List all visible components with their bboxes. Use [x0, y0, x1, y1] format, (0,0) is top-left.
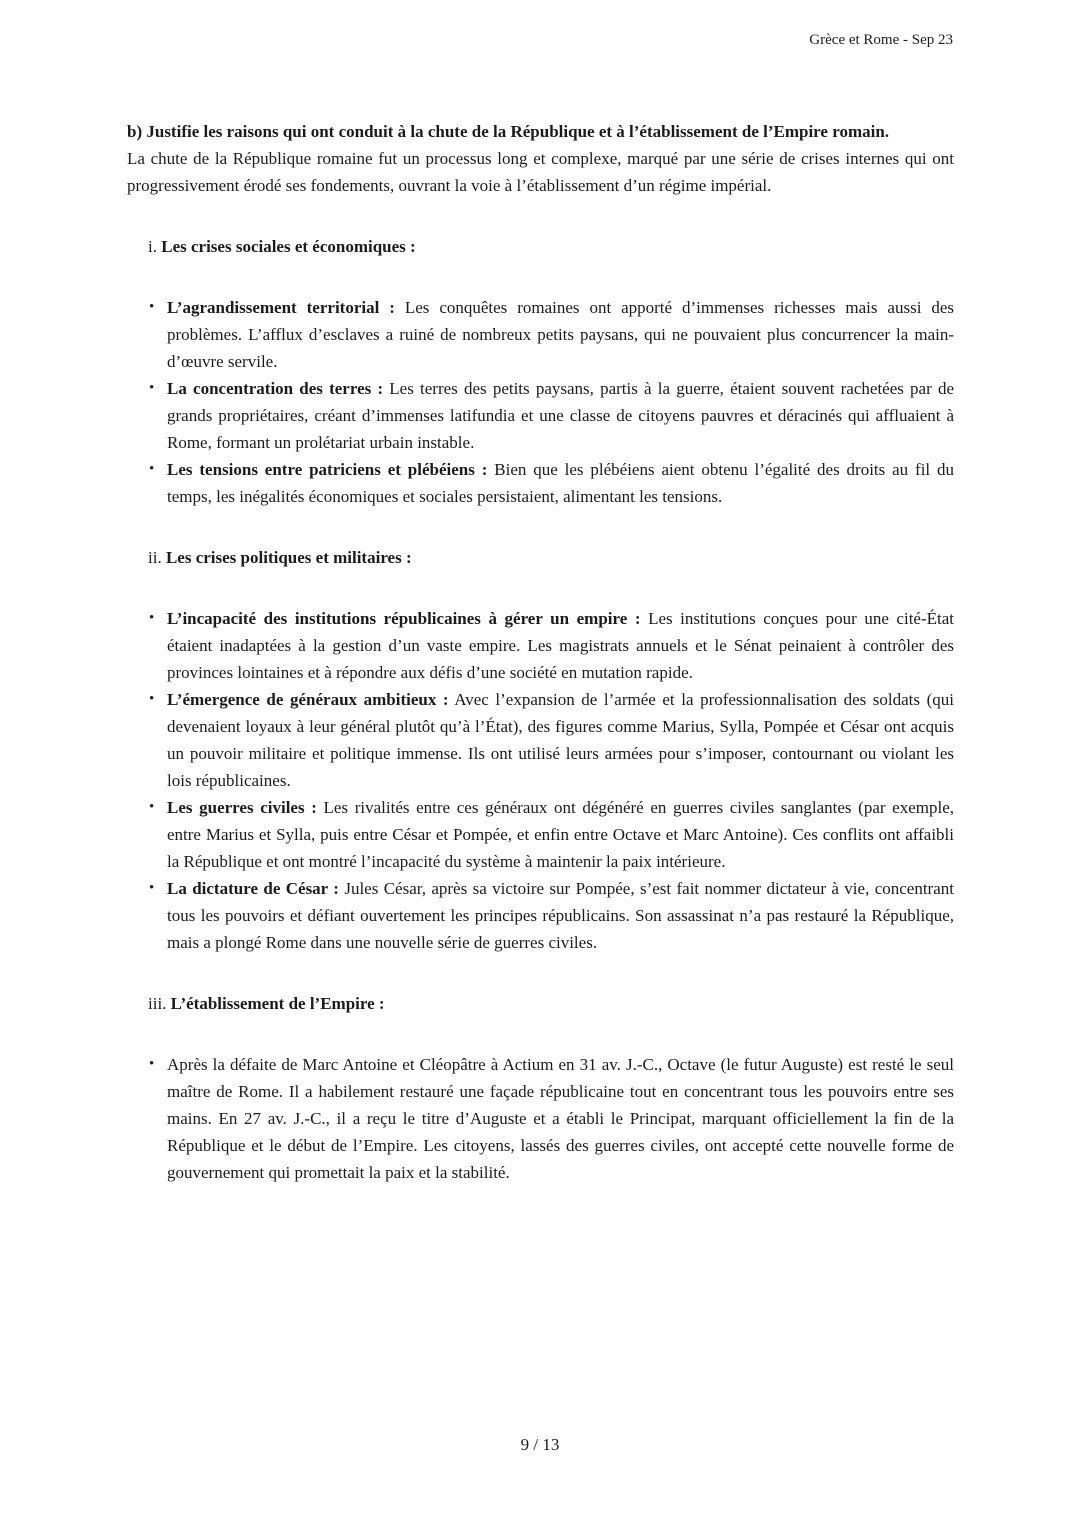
bullet-lead: L’incapacité des institutions républicaines à gérer un empire :	[167, 609, 641, 628]
bullet-lead: L’agrandissement territorial :	[167, 298, 395, 317]
bullet-lead: Les tensions entre patriciens et plébéiens :	[167, 460, 488, 479]
section-title: Les crises sociales et économiques :	[161, 237, 416, 256]
page-footer	[0, 1433, 1080, 1457]
bullet-list-empire	[127, 1051, 954, 1186]
bullet-list-social-economic	[127, 294, 954, 510]
intro-paragraph: La chute de la République romaine fut un processus long et complexe, marqué par une série de crises internes qui ont progressivement érodé ses fondements, ouvrant la voie à l’établissement d’un régime impérial.	[127, 149, 954, 195]
bullet-text: Les rivalités entre ces généraux ont dégénéré en guerres civiles sanglantes (par exemple, entre Marius et Sylla, puis entre César et Pompée, et enfin entre Octave et Marc Antoine). Ces conflits ont affaibli la République et ont montré l’incapacité du système à maintenir la paix intérieure.	[167, 798, 955, 871]
bullet-text: Avec l’expansion de l’armée et la professionnalisation des soldats (qui devenaient loyaux à leur général plutôt qu’à l’État), des figures comme Marius, Sylla, Pompée et César ont acquis un pouvoir militaire et politique immense. Ils ont utilisé leurs armées pour s’imposer, contournant ou violant les lois républicaines.	[167, 690, 954, 790]
section-number: ii.	[148, 548, 162, 567]
bullet-text: Après la défaite de Marc Antoine et Cléopâtre à Actium en 31 av. J.-C., Octave (le futur Auguste) est resté le seul maître de Rome. Il a habilement restauré une façade républicaine tout en concentrant tous les pouvoirs entre ses mains. En 27 av. J.-C., il a reçu le titre d’Auguste et a établi le Principat, marquant officiellement la fin de la République et le début de l’Empire. Les citoyens, lassés des guerres civiles, ont accepté cette nouvelle forme de gouvernement qui promettait la paix et la stabilité.	[167, 1055, 954, 1182]
bullet-text: Les terres des petits paysans, partis à la guerre, étaient souvent rachetées par de grands propriétaires, créant d’immenses latifundia et une classe de citoyens pauvres et déracinés qui affluaient à Rome, formant un prolétariat urbain instable.	[167, 379, 954, 452]
bullet-list-political-military	[127, 605, 954, 956]
section-number: iii.	[148, 994, 167, 1013]
bullet-item	[127, 605, 954, 686]
header-text: Grèce et Rome - Sep 23	[809, 32, 953, 48]
bullet-text: Jules César, après sa victoire sur Pompée, s’est fait nommer dictateur à vie, concentrant tous les pouvoirs et défiant ouvertement les principes républicains. Son assassinat n’a pas restauré la République, mais a plongé Rome dans une nouvelle série de guerres civiles.	[167, 879, 954, 952]
bullet-lead: La dictature de César :	[167, 879, 339, 898]
document-content	[127, 118, 954, 1186]
bullet-item	[127, 456, 954, 510]
bullet-item	[127, 375, 954, 456]
bullet-item	[127, 875, 954, 956]
bullet-lead: L’émergence de généraux ambitieux :	[167, 690, 449, 709]
section-heading-i	[148, 233, 954, 260]
page-number: 9 / 13	[520, 1435, 560, 1454]
bullet-text: Bien que les plébéiens aient obtenu l’égalité des droits au fil du temps, les inégalités économiques et sociales persistaient, alimentant les tensions.	[167, 460, 955, 506]
bullet-item	[127, 294, 954, 375]
bullet-item	[127, 794, 954, 875]
bullet-lead: Les guerres civiles :	[167, 798, 317, 817]
section-title: L’établissement de l’Empire :	[170, 994, 385, 1013]
question-title: b) Justifie les raisons qui ont conduit à la chute de la République et à l’établissement de l’Empire romain.	[127, 122, 890, 141]
bullet-lead: La concentration des terres :	[167, 379, 384, 398]
section-heading-iii	[148, 990, 954, 1017]
section-number: i.	[148, 237, 157, 256]
bullet-text: Les conquêtes romaines ont apporté d’immenses richesses mais aussi des problèmes. L’afflux d’esclaves a ruiné de nombreux petits paysans, qui ne pouvaient plus concurrencer la main-d’œuvre servile.	[167, 298, 954, 371]
bullet-text: Les institutions conçues pour une cité-État étaient inadaptées à la gestion d’un vaste empire. Les magistrats annuels et le Sénat peinaient à contrôler des provinces lointaines et à répondre aux défis d’une société en mutation rapide.	[167, 609, 955, 682]
section-heading-ii	[148, 544, 954, 571]
page-header	[809, 30, 953, 50]
bullet-item	[127, 686, 954, 794]
bullet-item	[127, 1051, 954, 1186]
section-title: Les crises politiques et militaires :	[165, 548, 412, 567]
